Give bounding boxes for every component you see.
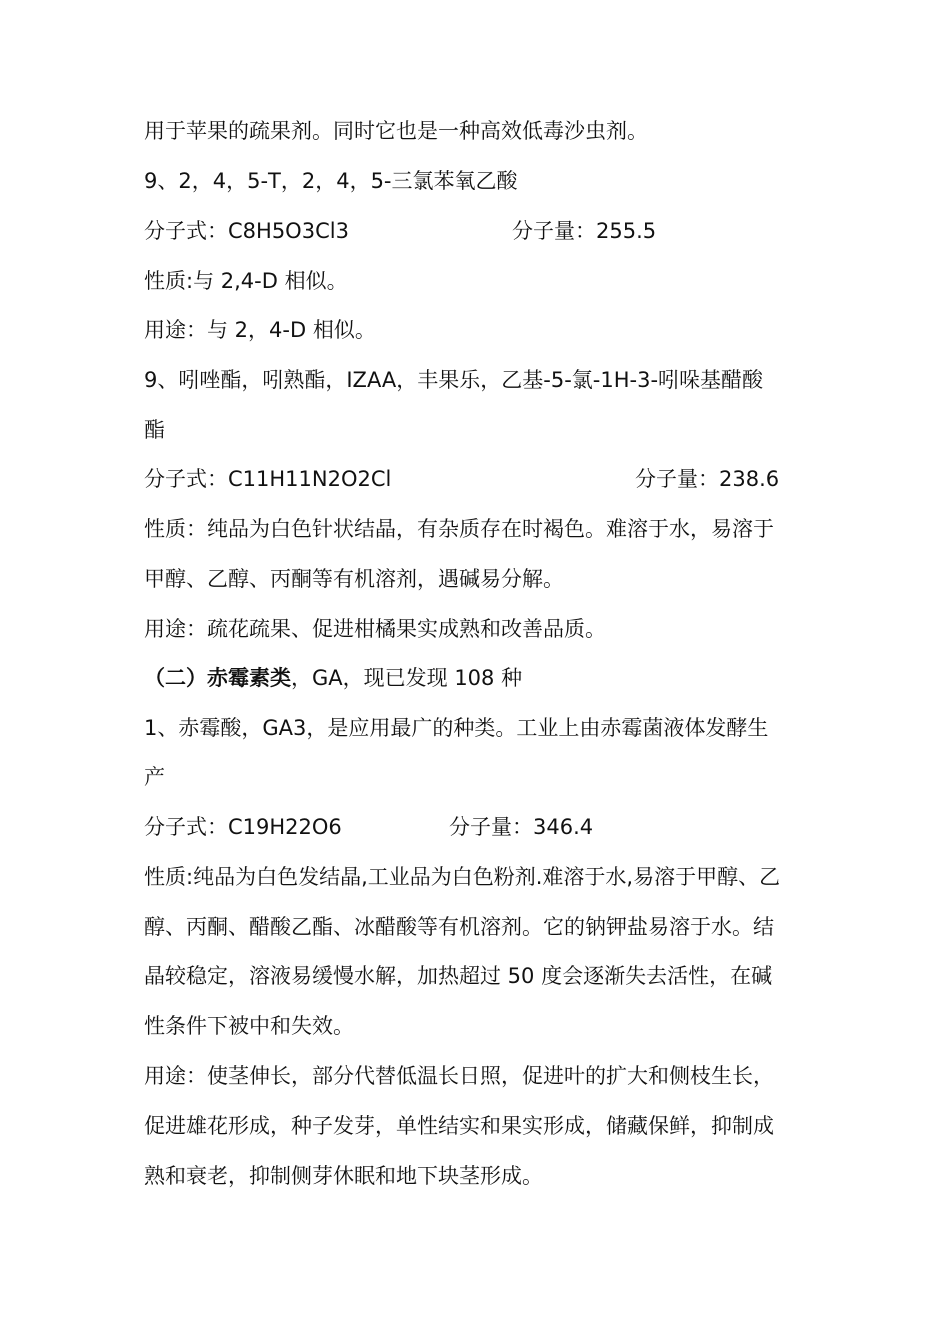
- text-line: 1、赤霉酸，GA3，是应用最广的种类。工业上由赤霉菌液体发酵生: [144, 716, 769, 740]
- text-line: 甲醇、乙醇、丙酮等有机溶剂，遇碱易分解。: [144, 567, 564, 591]
- text-line: 醇、丙酮、醋酸乙酯、冰醋酸等有机溶剂。它的钠钾盐易溶于水。结: [144, 915, 774, 939]
- formula-line: [144, 812, 664, 842]
- text-line: 性条件下被中和失效。: [144, 1014, 354, 1038]
- molecular-formula: 分子式：C11H11N2O2Cl: [144, 467, 392, 491]
- text-line: 产: [144, 765, 165, 789]
- text-line: 用途：使茎伸长，部分代替低温长日照，促进叶的扩大和侧枝生长，: [144, 1064, 774, 1088]
- molecular-weight: 分子量：238.6: [635, 467, 780, 491]
- text-line: 性质:纯品为白色发结晶,工业品为白色粉剂.难溶于水,易溶于甲醇、乙: [144, 865, 781, 889]
- formula-line: [144, 216, 704, 246]
- molecular-weight: 分子量：346.4: [449, 815, 594, 839]
- text-line: 晶较稳定，溶液易缓慢水解，加热超过 50 度会逐渐失去活性，在碱: [144, 964, 773, 988]
- text-line: 性质：纯品为白色针状结晶，有杂质存在时褐色。难溶于水，易溶于: [144, 517, 774, 541]
- section-heading-rest: ，GA，现已发现 108 种: [291, 666, 523, 690]
- text-line: 性质:与 2,4-D 相似。: [144, 269, 348, 293]
- molecular-formula: 分子式：C8H5O3Cl3: [144, 219, 349, 243]
- text-line: 促进雄花形成，种子发芽，单性结实和果实形成，储藏保鲜，抑制成: [144, 1114, 774, 1138]
- text-line: 熟和衰老，抑制侧芽休眠和地下块茎形成。: [144, 1164, 543, 1188]
- section-heading-bold: （二）赤霉素类: [144, 666, 291, 690]
- section-heading: [144, 663, 522, 693]
- text-line: 用于苹果的疏果剂。同时它也是一种高效低毒沙虫剂。: [144, 119, 648, 143]
- molecular-formula: 分子式：C19H22O6: [144, 815, 342, 839]
- molecular-weight: 分子量：255.5: [512, 219, 657, 243]
- text-line: 9、2，4，5-T，2，4，5-三氯苯氧乙酸: [144, 169, 518, 193]
- text-line: 用途：疏花疏果、促进柑橘果实成熟和改善品质。: [144, 617, 606, 641]
- text-line: 酯: [144, 418, 165, 442]
- text-line: 用途：与 2，4-D 相似。: [144, 318, 376, 342]
- formula-line: [144, 464, 804, 494]
- text-line: 9、吲唑酯，吲熟酯，IZAA，丰果乐，乙基-5-氯-1H-3-吲哚基醋酸: [144, 368, 764, 392]
